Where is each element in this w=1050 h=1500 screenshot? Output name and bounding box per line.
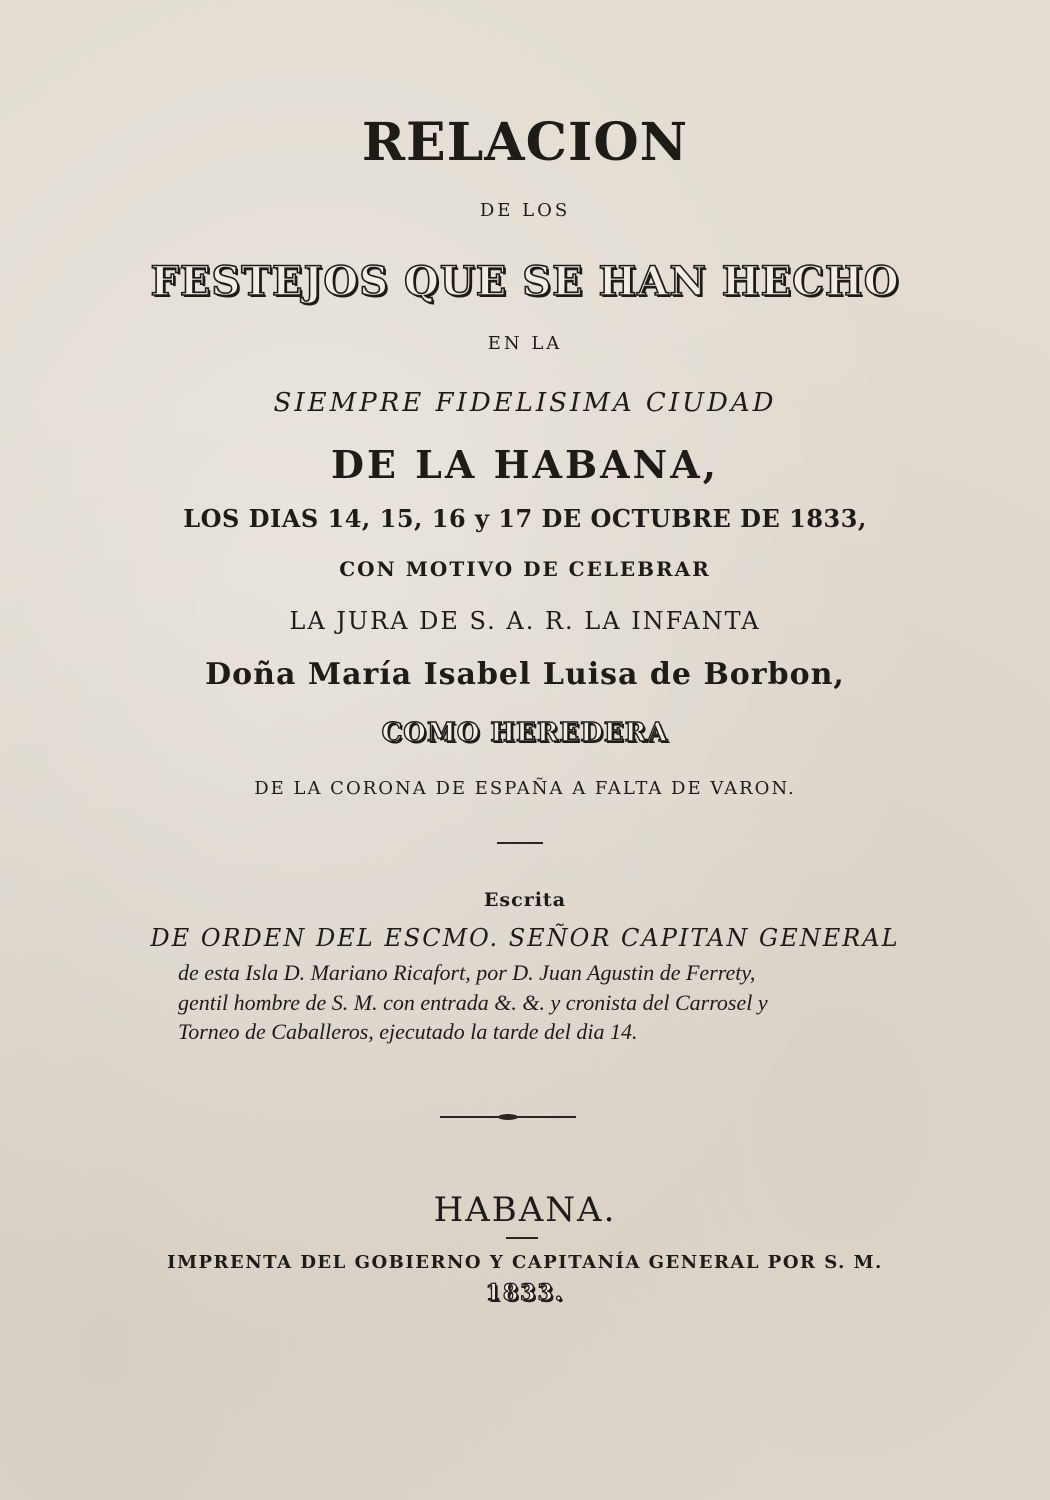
infanta-name: Doña María Isabel Luisa de Borbon,	[205, 657, 845, 692]
jura-line: LA JURA DE S. A. R. LA INFANTA	[289, 607, 761, 635]
dates-line: LOS DIAS 14, 15, 16 y 17 DE OCTUBRE DE 1833,	[183, 504, 867, 533]
imprint-year: 1833.	[485, 1280, 565, 1306]
corona-line: DE LA CORONA DE ESPAÑA A FALTA DE VARON.	[254, 778, 796, 799]
authorship-line-1: de esta Isla D. Mariano Ricafort, por D. Juan Agustin de Ferrety,	[178, 960, 756, 985]
imprint-city: HABANA.	[433, 1190, 617, 1230]
subtitle-habana: DE LA HABANA,	[330, 442, 719, 487]
orden-line: DE ORDEN DEL ESCMO. SEÑOR CAPITAN GENERAL	[150, 924, 900, 952]
ornamental-divider	[440, 1116, 576, 1118]
authorship-line-3: Torneo de Caballeros, ejecutado la tarde del dia 14.	[178, 1019, 638, 1044]
motive-line: CON MOTIVO DE CELEBRAR	[339, 557, 711, 581]
subtitle-siempre: SIEMPRE FIDELISIMA CIUDAD	[273, 388, 777, 418]
short-divider	[497, 842, 543, 844]
subtitle-de-los: DE LOS	[479, 200, 571, 221]
imprint-printer: IMPRENTA DEL GOBIERNO Y CAPITANÍA GENERAL POR S. M.	[167, 1252, 883, 1273]
heredera-line: COMO HEREDERA	[381, 718, 669, 748]
subtitle-en-la: EN LA	[487, 333, 563, 354]
escrita-label: Escrita	[483, 889, 567, 911]
authorship-line-2: gentil hombre de S. M. con entrada &. &. y cronista del Carrosel y	[178, 990, 768, 1015]
subtitle-festejos: FESTEJOS QUE SE HAN HECHO	[150, 258, 900, 305]
imprint-divider	[506, 1237, 538, 1239]
main-title: RELACION	[361, 112, 689, 173]
